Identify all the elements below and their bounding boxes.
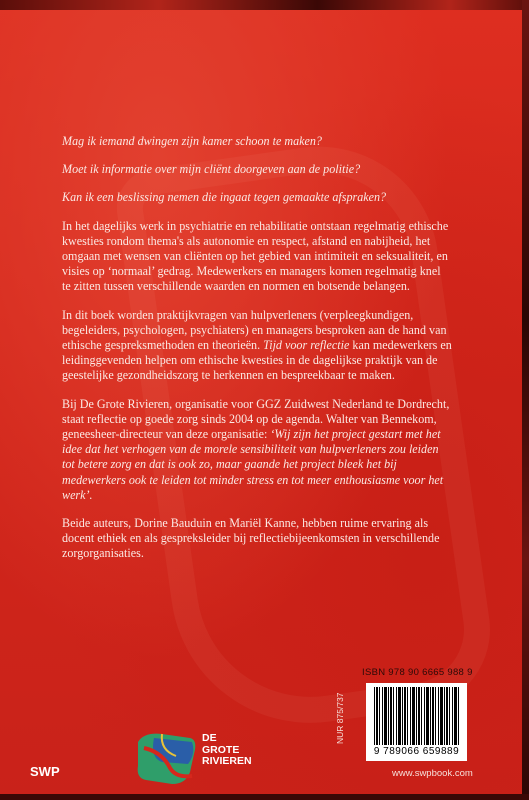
paragraph-2	[62, 308, 452, 384]
book-title-inline: Tijd voor reflectie	[263, 338, 350, 353]
question-1: Mag ik iemand dwingen zijn kamer schoon te maken?	[62, 134, 322, 148]
paragraph-3-text: Bij De Grote Rivieren, organisatie voor GGZ Zuidwest Nederland te Dordrecht, staat reflectie op goede zorg sinds 2004 op de agenda. Walter van Bennekom, geneesheer-directeur van deze organisatie:	[62, 396, 450, 442]
back-cover-text	[62, 134, 452, 575]
logo-line-2: GROTE	[202, 743, 240, 756]
questions-block	[62, 134, 452, 206]
question-3: Kan ik een beslissing nemen die ingaat tegen gemaakte afspraken?	[62, 190, 387, 205]
barcode-bars	[374, 687, 460, 745]
barcode-digits: 9 789066 659889	[373, 746, 460, 757]
paragraph-3	[62, 397, 452, 503]
barcode	[366, 683, 467, 761]
paragraph-2-text-a: In dit boek worden praktijkvragen van hulpverleners (verpleegkundigen, begeleiders, psychologen, psychiaters) en managers besproken aan de hand van ethische gespreksmethoden en theorieën.	[62, 307, 447, 353]
logo-line-1: DE	[202, 732, 217, 744]
de-grote-rivieren-logo-icon	[132, 728, 202, 788]
question-2: Moet ik informatie over mijn cliënt doorgeven aan de politie?	[62, 162, 361, 177]
publisher-logo: SWP	[30, 764, 60, 779]
publisher-website: www.swpbook.com	[392, 768, 473, 779]
cover-edge-top	[0, 0, 529, 10]
paragraph-4: Beide auteurs, Dorine Bauduin en Mariël Kanne, hebben ruime ervaring als docent ethiek en als gespreksleider bij reflectiebijeenkomsten in verschillende zorgorganisaties.	[62, 516, 440, 561]
paragraph-1: In het dagelijks werk in psychiatrie en rehabilitatie ontstaan regelmatig ethische kwesties rondom thema's als autonomie en respect, afstand en nabijheid, het omgaan met wensen van cliënten op het gebied van intimiteit en seksualiteit, en visies op ‘normaal’ gedrag. Medewerkers en managers komen regelmatig knel te zitten tussen verschillende waarden en normen en botsende belangen.	[62, 218, 449, 294]
paragraph-2-text-b: kan medewerkers en leidinggevenden helpen om ethische kwesties in de dagelijkse praktijk van de geestelijke gezondheidszorg te herkennen en bespreekbaar te maken.	[62, 338, 452, 383]
paragraph-3-quote: ‘Wij zijn het project gestart met het idee dat het verhogen van de morele sensibiliteit van hulpverleners zou leiden tot betere zorg en dat is ook zo, maar gaande het project bleek het bij medewerkers ook te leiden tot minder stress en tot meer enthousiasme voor het werk’.	[62, 427, 444, 502]
cover-edge-right	[522, 0, 529, 800]
logo-line-3: RIVIEREN	[202, 755, 252, 767]
cover-edge-bottom	[0, 794, 529, 800]
logo-wordmark	[202, 733, 252, 768]
nur-code: NUR 875/737	[335, 692, 345, 744]
isbn-label: ISBN 978 90 6665 988 9	[362, 667, 473, 678]
